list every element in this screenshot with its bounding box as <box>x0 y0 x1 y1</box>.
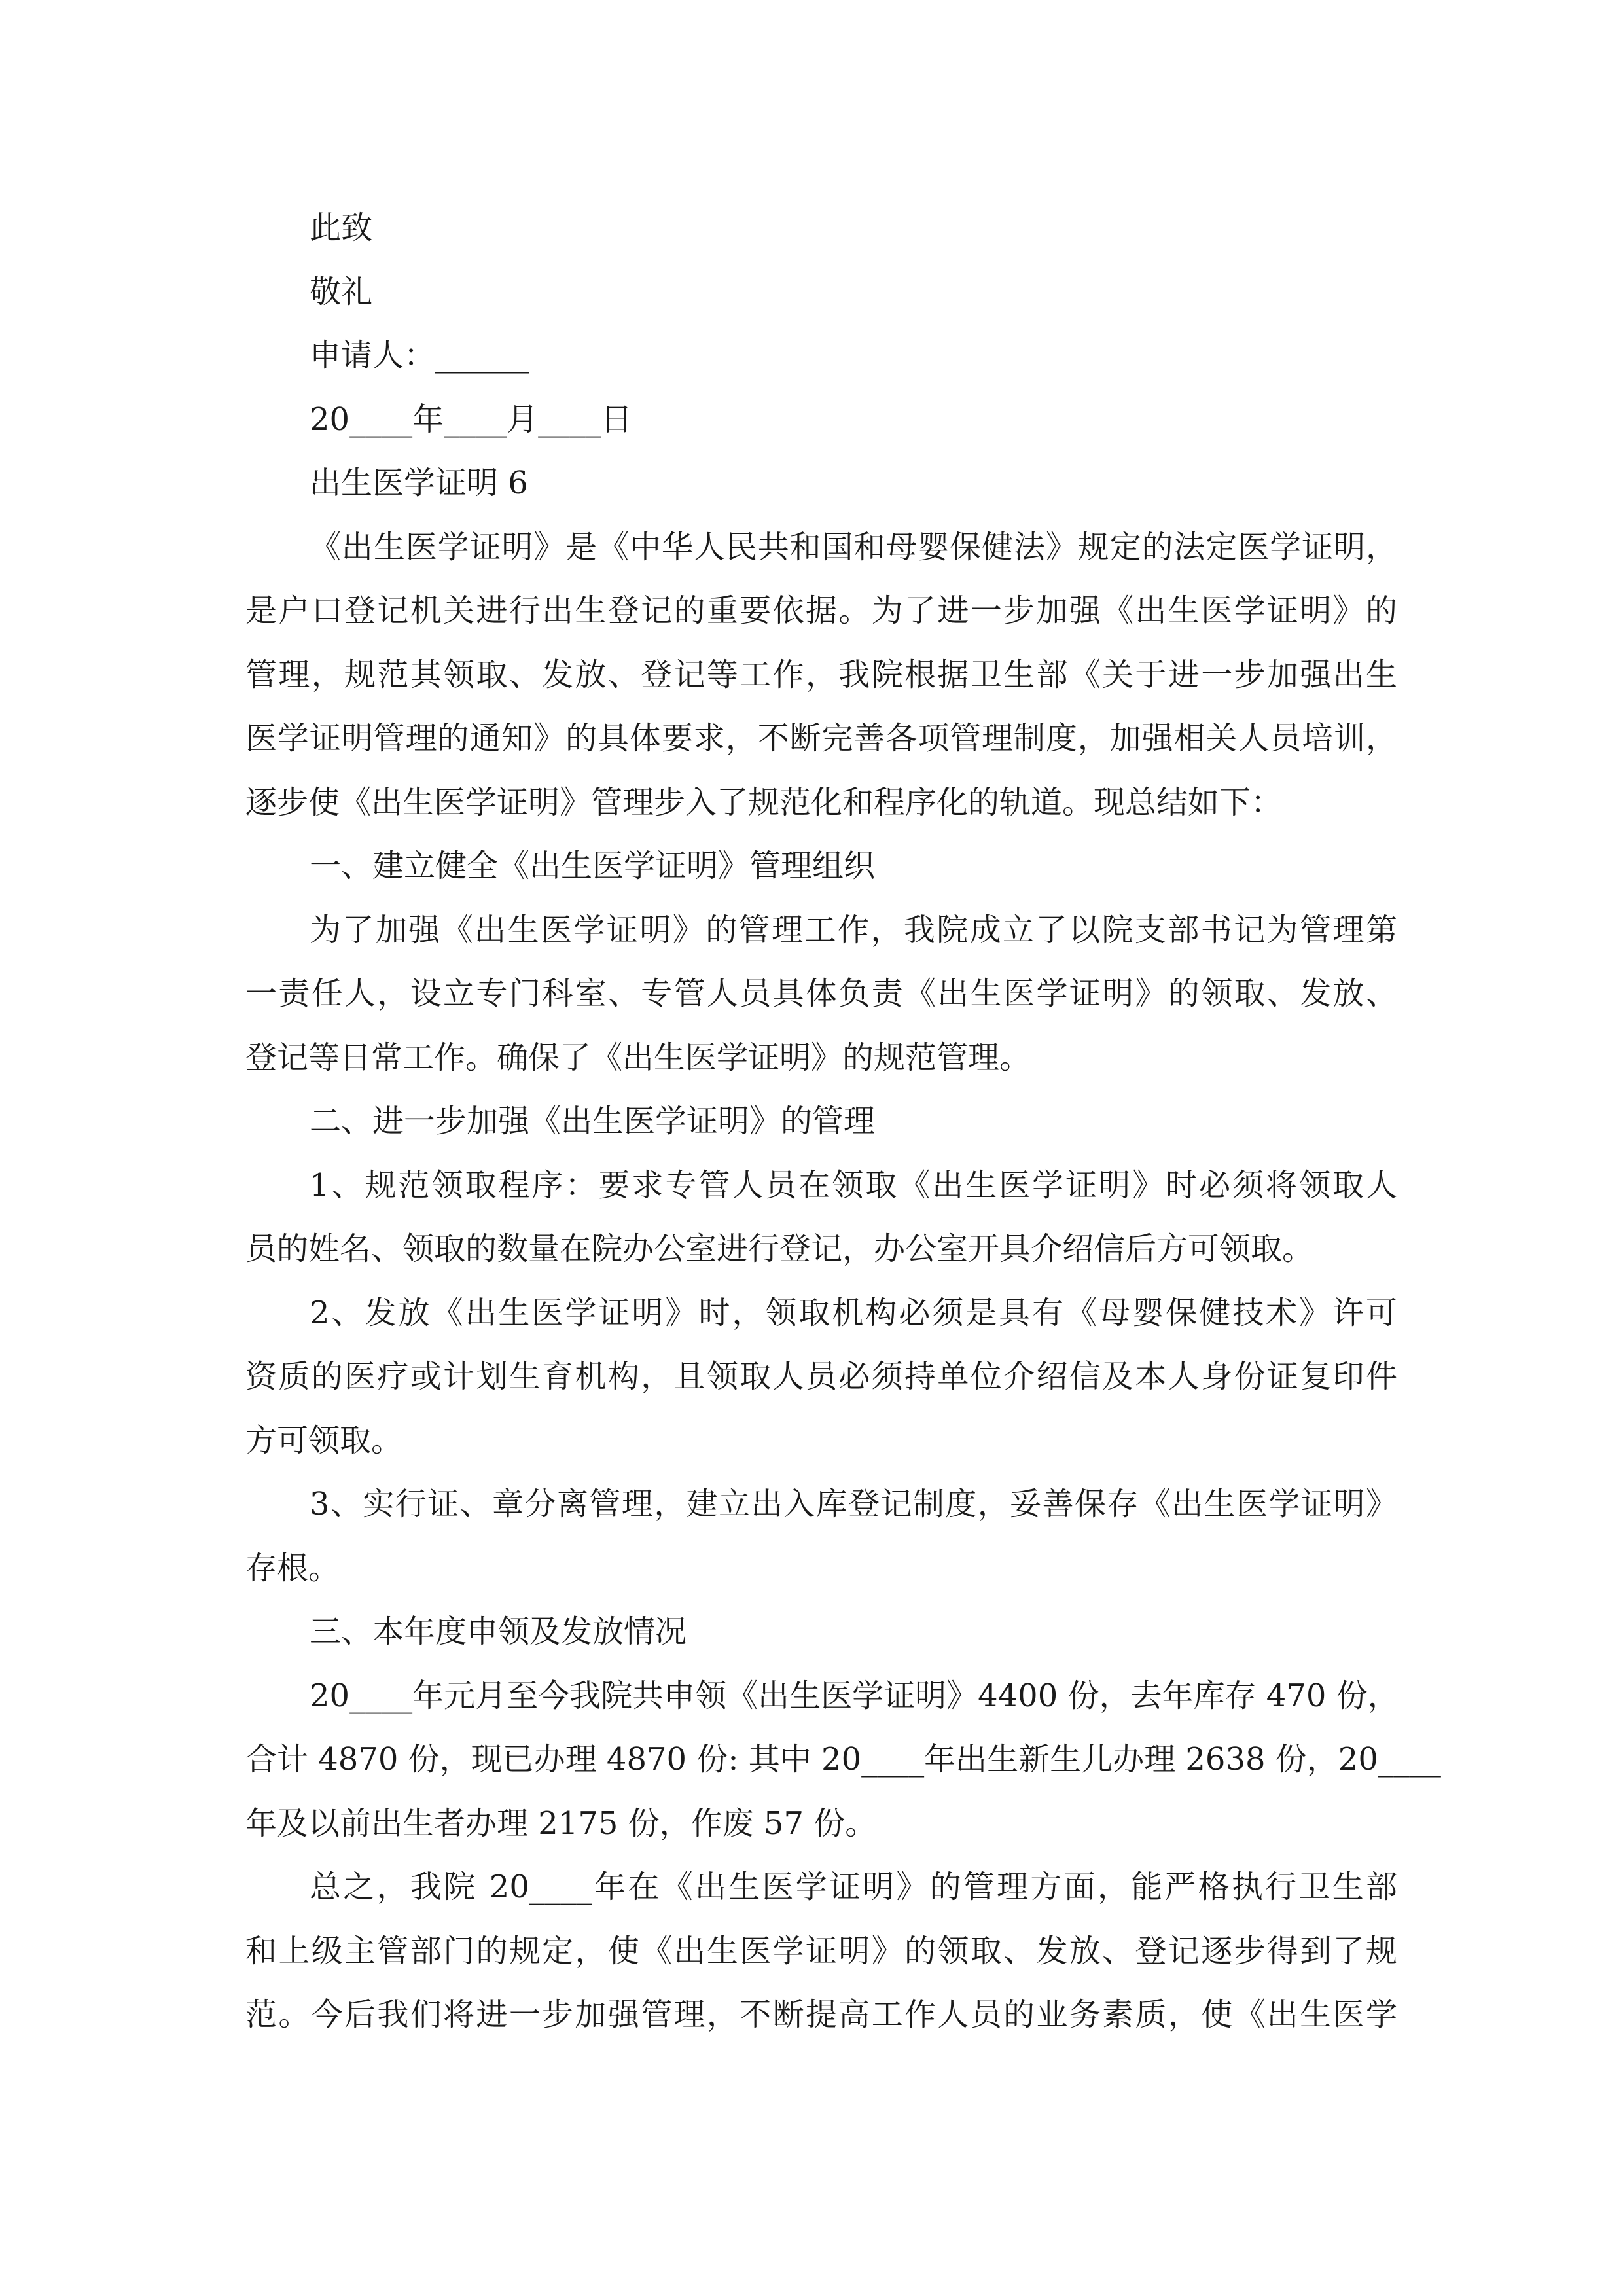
section-title: 出生医学证明 6 <box>310 465 528 501</box>
paragraph-line: 登记等日常工作。确保了《出生医学证明》的规范管理。 <box>245 1039 1031 1076</box>
paragraph-line: 《出生医学证明》是《中华人民共和国和母婴保健法》规定的法定医学证明， <box>310 528 1397 565</box>
paragraph-line: 逐步使《出生医学证明》管理步入了规范化和程序化的轨道。现总结如下： <box>245 783 1283 821</box>
heading-three: 三、本年度申领及发放情况 <box>310 1613 687 1650</box>
paragraph-line: 员的姓名、领取的数量在院办公室进行登记，办公室开具介绍信后方可领取。 <box>245 1230 1314 1267</box>
paragraph-line: 管理，规范其领取、发放、登记等工作，我院根据卫生部《关于进一步加强出生 <box>245 656 1397 693</box>
paragraph-line: 范。今后我们将进一步加强管理，不断提高工作人员的业务素质，使《出生医学 <box>245 1996 1397 2033</box>
paragraph-line: 方可领取。 <box>245 1422 403 1459</box>
paragraph-line: 为了加强《出生医学证明》的管理工作，我院成立了以院支部书记为管理第 <box>310 911 1397 948</box>
applicant-line: 申请人：______ <box>310 337 530 374</box>
paragraph-line: 一责任人，设立专门科室、专管人员具体负责《出生医学证明》的领取、发放、 <box>245 975 1397 1012</box>
document-body <box>245 196 1441 2047</box>
paragraph-line: 年及以前出生者办理 2175 份，作废 57 份。 <box>245 1804 877 1842</box>
paragraph-line: 资质的医疗或计划生育机构，且领取人员必须持单位介绍信及本人身份证复印件 <box>245 1358 1397 1395</box>
paragraph-line: 合计 4870 份，现已办理 4870 份: 其中 20____年出生新生儿办理 2638 份，20____ <box>245 1741 1441 1778</box>
paragraph-line: 和上级主管部门的规定，使《出生医学证明》的领取、发放、登记逐步得到了规 <box>245 1932 1397 1969</box>
paragraph-line: 3、实行证、章分离管理，建立出入库登记制度，妥善保存《出生医学证明》 <box>310 1486 1397 1522</box>
closing-line-jingli: 敬礼 <box>310 273 373 310</box>
paragraph-line: 是户口登记机关进行出生登记的重要依据。为了进一步加强《出生医学证明》的 <box>245 592 1397 629</box>
paragraph-line: 医学证明管理的通知》的具体要求，不断完善各项管理制度，加强相关人员培训， <box>245 720 1397 757</box>
paragraph-line: 20____年元月至今我院共申领《出生医学证明》4400 份，去年库存 470 份， <box>310 1677 1399 1714</box>
paragraph-line: 1、规范领取程序：要求专管人员在领取《出生医学证明》时必须将领取人 <box>310 1166 1397 1204</box>
paragraph-line: 2、发放《出生医学证明》时，领取机构必须是具有《母婴保健技术》许可 <box>310 1294 1397 1331</box>
heading-two: 二、进一步加强《出生医学证明》的管理 <box>310 1103 876 1139</box>
date-line: 20____年____月____日 <box>310 401 633 438</box>
closing-line-cizhi: 此致 <box>310 209 373 246</box>
paragraph-line: 存根。 <box>245 1549 340 1587</box>
paragraph-line: 总之，我院 20____年在《出生医学证明》的管理方面，能严格执行卫生部 <box>310 1869 1397 1905</box>
heading-one: 一、建立健全《出生医学证明》管理组织 <box>310 848 876 884</box>
